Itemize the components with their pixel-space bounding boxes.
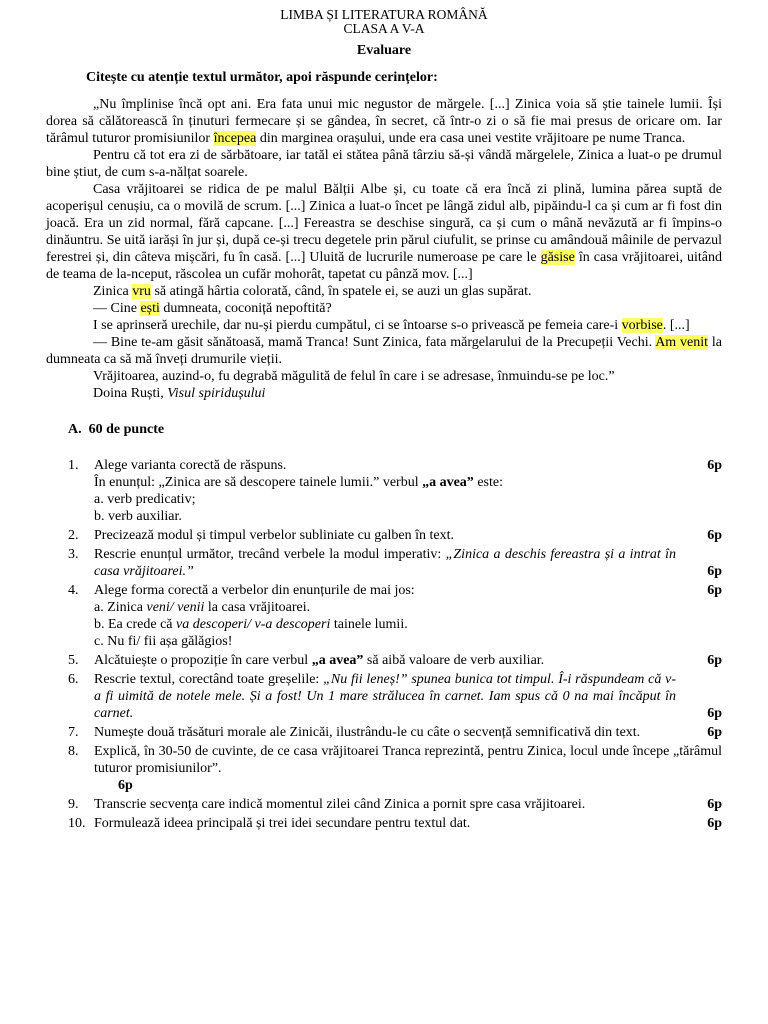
option-c: c. Nu fi/ fii așa gălăgios! <box>94 634 233 649</box>
subject-title: LIMBA ȘI LITERATURA ROMÂNĂ <box>280 7 488 22</box>
points: 6p <box>707 816 722 831</box>
question-5: 5. Alcătuiește o propoziție în care verbul „a avea” să aibă valoare de verb auxiliar. 6p <box>68 653 722 668</box>
question-7: 7. Numește două trăsături morale ale Zinicăi, ilustrându-le cu câte o secvență semnificativă din text. 6p <box>68 725 722 740</box>
option-a: a. verb predicativ; <box>94 492 196 507</box>
source-title: Visul spiridușului <box>167 386 266 401</box>
highlighted-verb: ești <box>140 301 160 316</box>
paragraph-2: Pentru că tot era zi de sărbătoare, iar tatăl ei stătea până târziu să-și vândă mărgelele, Zinica a luat-o pe drumul bine știut, de cum s-a-nălțat soarele. <box>46 148 722 180</box>
paragraph-4: Zinica vru să atingă hârtia colorată, când, în spatele ei, se auzi un glas supărat. <box>93 284 532 299</box>
question-6: 6. Rescrie textul, corectând toate greșelile: „Nu fii leneș!” spunea bunica tot timpul. Î-i răspundeam că v-a fi uimită de notele mele. Și a fost! Un 1 mare strălucea în carnet. Iam spus că 0 na mai încăput în carnet. 6p <box>68 672 722 721</box>
evaluation-title: Evaluare <box>356 43 412 58</box>
option-b: b. verb auxiliar. <box>94 509 182 524</box>
question-1: 1. Alege varianta corectă de răspuns. În enunțul: „Zinica are să descopere tainele lumii.” verbul „a avea” este: a. verb predicativ; b. verb auxiliar. 6p <box>68 458 722 524</box>
paragraph-7: — Bine te-am găsit sănătoasă, mamă Tranca! Sunt Zinica, fata mărgelarului de la Precupeții Vechi. Am venit la dumneata ca să mă înveți drumurile vieții. <box>46 335 722 367</box>
points: 6p <box>707 706 722 721</box>
points: 6p <box>707 458 722 473</box>
question-2: 2. Precizează modul și timpul verbelor subliniate cu galben în text. 6p <box>68 528 722 543</box>
option-b: b. Ea crede că va descoperi/ v-a descoperi tainele lumii. <box>94 617 408 632</box>
paragraph-1: „Nu împlinise încă opt ani. Era fata unui mic negustor de mărgele. [...] Zinica voia să știe tainele lumii. Își dorea să călătorească în ținuturi fermecare și se gândea, în secret, că într-o zi o să fie mai presus de oricare om. Iar tărâmul tuturor promisiunilor începea din marginea orașului, unde era casa unei vestite vrăjitoare pe nume Tranca. <box>46 97 722 146</box>
points: 6p <box>707 653 722 668</box>
paragraph-8: Vrăjitoarea, auzind-o, fu degrabă măgulită de felul în care i se adresase, înmuindu-se pe loc.” <box>93 369 615 384</box>
question-3: 3. Rescrie enunțul următor, trecând verbele la modul imperativ: „Zinica a deschis fereastra și a intrat în casa vrăjitoarei.” 6p <box>68 547 722 579</box>
question-9: 9. Transcrie secvența care indică momentul zilei când Zinica a pornit spre casa vrăjitoarei. 6p <box>68 797 722 812</box>
question-4: 4. Alege forma corectă a verbelor din enunțurile de mai jos: a. Zinica veni/ venii la casa vrăjitoarei. b. Ea crede că va descoperi/ v-a descoperi tainele lumii. c. Nu fi/ fii așa gălăgios! 6p <box>68 583 722 649</box>
highlighted-verb: Am venit <box>655 335 709 350</box>
points: 6p <box>707 797 722 812</box>
points: 6p <box>707 725 722 740</box>
section-heading: A. 60 de puncte <box>68 422 165 437</box>
paragraph-6: I se aprinseră urechile, dar nu-și pierdu cumpătul, ci se întoarse s-o privească pe femeia care-i vorbise. [...] <box>93 318 690 333</box>
points: 6p <box>707 528 722 543</box>
option-a: a. Zinica veni/ venii la casa vrăjitoarei. <box>94 600 311 615</box>
instruction: Citește cu atenție textul următor, apoi răspunde cerințelor: <box>86 70 438 85</box>
paragraph-5: — Cine ești dumneata, coconiță nepoftită? <box>93 301 332 316</box>
reading-text <box>46 96 722 402</box>
question-10: 10. Formulează ideea principală și trei idei secundare pentru textul dat. 6p <box>68 816 722 831</box>
grade-title: CLASA A V-A <box>343 21 425 36</box>
highlighted-verb: vru <box>132 284 151 299</box>
highlighted-verb: vorbise <box>621 318 663 333</box>
points: 6p <box>118 778 133 793</box>
points: 6p <box>707 583 722 598</box>
points: 6p <box>707 564 722 579</box>
questions-list <box>46 457 722 832</box>
highlighted-verb: găsise <box>540 250 575 265</box>
question-8: 8. Explică, în 30-50 de cuvinte, de ce casa vrăjitoarei Tranca reprezintă, pentru Zinica, locul unde începe „tărâmul tuturor promisiunilor”. 6p <box>68 744 722 793</box>
highlighted-verb: începea <box>213 131 257 146</box>
quoted-text: „Nu fii leneș!” spunea bunica tot timpul. Î-i răspundeam că v-a fi uimită de notele mele. Și a fost! Un 1 mare strălucea în carnet. Iam spus că 0 na mai încăput în carnet. <box>94 672 676 721</box>
quoted-sentence: „Zinica a deschis fereastra și a intrat în casa vrăjitoarei.” <box>94 547 677 579</box>
paragraph-3: Casa vrăjitoarei se ridica de pe malul Bălții Albe și, cu toate că era încă zi plină, lumina părea suptă de acoperișul cenușiu, ca o movilă de scrum. [...] Zinica a luat-o încet pe lângă zidul alb, pipăindu-l ca și cum ar fi fost din joacă. Era un zid normal, fără capcane. [...] Fereastra se deschise singură, ca și cum o mână nevăzută ar fi împins-o dinăuntru. Se uită iarăși în jur și, după ce-și trecu degetele prin părul ciufulit, se prinse cu amândouă mâinile de pervazul ferestrei și, din câteva mișcări, fu în casă. [...] Uluită de lucrurile numeroase pe care le găsise în casa vrăjitoarei, uitând de teama de la-nceput, răscolea un cufăr mohorât, tapetat cu pânză mov. [...] <box>46 182 722 282</box>
text-source: Doina Ruști, Visul spiridușului <box>93 386 266 401</box>
